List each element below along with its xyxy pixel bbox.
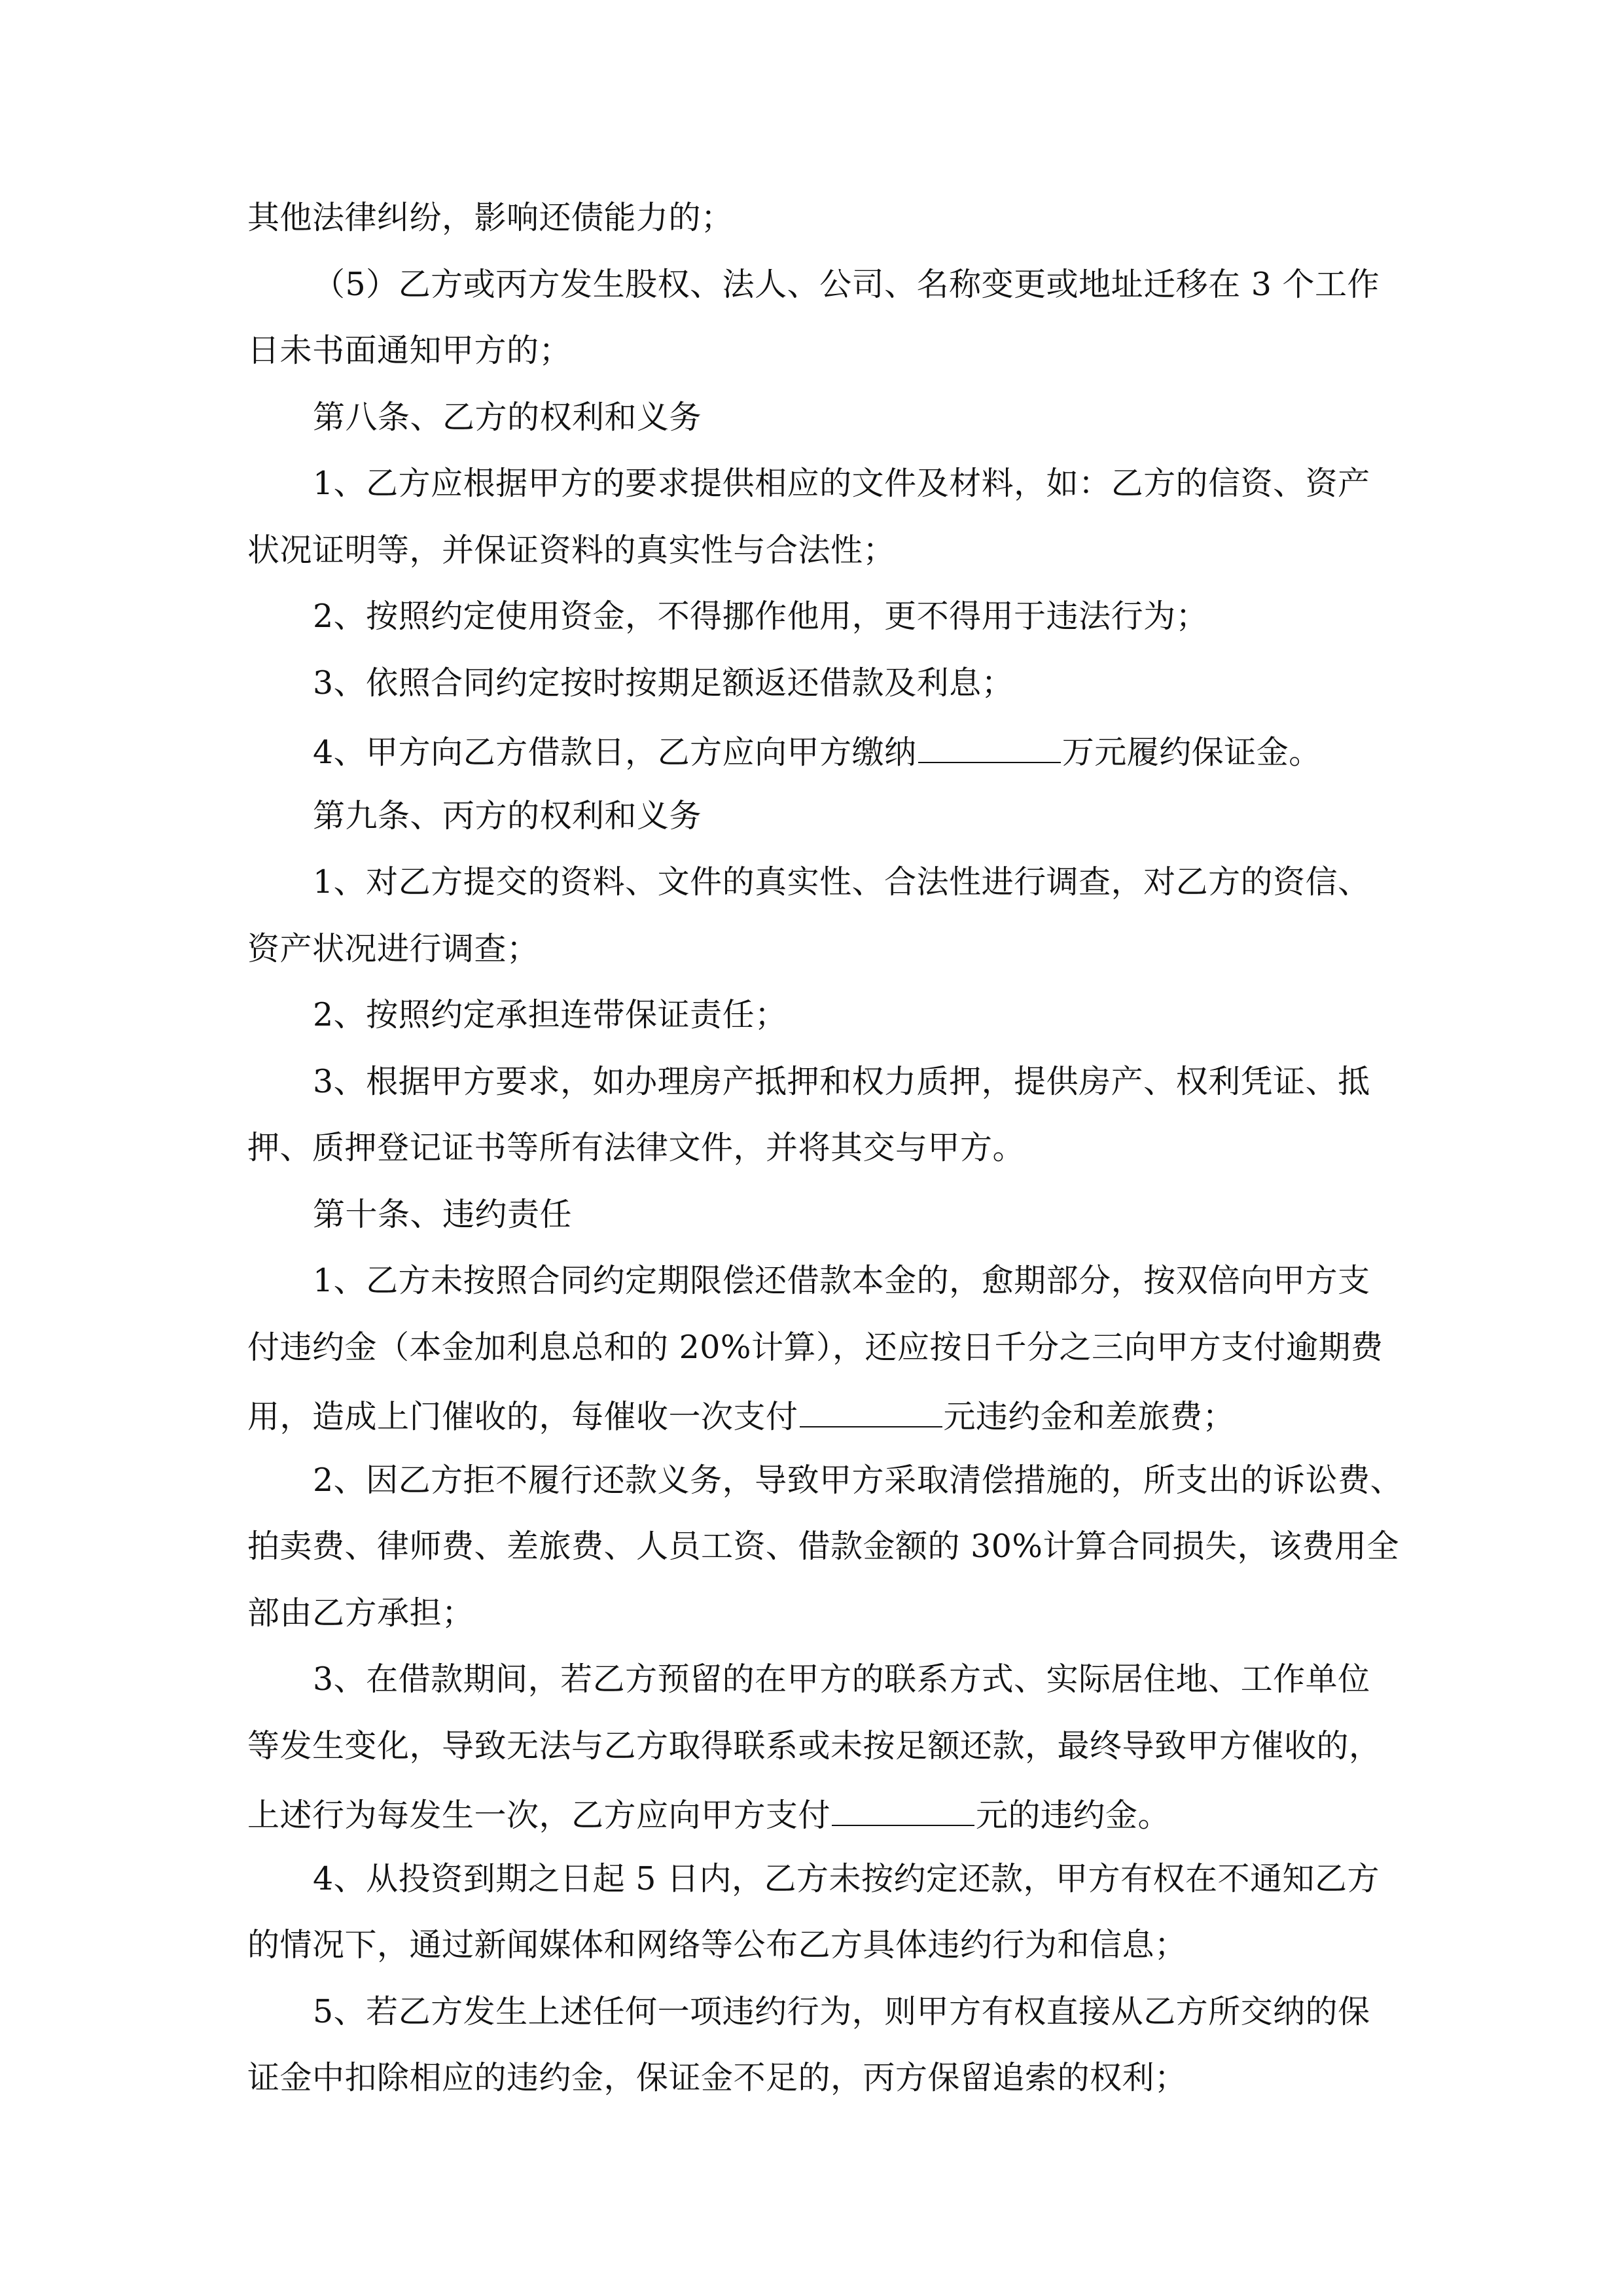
- text-line: 部由乙方承担；: [247, 1594, 474, 1632]
- section-heading: 第九条、丙方的权利和义务: [313, 797, 702, 834]
- section-heading: 第十条、违约责任: [313, 1195, 573, 1233]
- text-line: 证金中扣除相应的违约金，保证金不足的，丙方保留追索的权利；: [247, 2059, 1187, 2096]
- fill-in-blank: [832, 1791, 974, 1826]
- text-line: 资产状况进行调查；: [247, 929, 539, 967]
- text-after-blank: 万元履约保证金。: [1061, 734, 1321, 771]
- text-line: 4、从投资到期之日起 5 日内，乙方未按约定还款，甲方有权在不通知乙方: [313, 1859, 1380, 1897]
- text-before-blank: 上述行为每发生一次，乙方应向甲方支付: [247, 1797, 831, 1834]
- text-after-blank: 元的违约金。: [976, 1797, 1171, 1834]
- text-after-blank: 元违约金和差旅费；: [943, 1398, 1236, 1435]
- text-line: 的情况下，通过新闻媒体和网络等公布乙方具体违约行为和信息；: [247, 1926, 1187, 1964]
- text-line: 状况证明等，并保证资料的真实性与合法性；: [247, 531, 896, 569]
- text-line-with-blank: [247, 1791, 1399, 1834]
- document-body: [247, 196, 1403, 2123]
- text-line: 付违约金（本金加利息总和的 20%计算），还应按日千分之三向甲方支付逾期费: [247, 1328, 1383, 1366]
- text-line: 5、若乙方发生上述任何一项违约行为，则甲方有权直接从乙方所交纳的保: [313, 1992, 1370, 2030]
- fill-in-blank: [918, 728, 1061, 763]
- text-before-blank: 4、甲方向乙方借款日，乙方应向甲方缴纳: [313, 734, 917, 771]
- text-line: 3、依照合同约定按时按期足额返还借款及利息；: [313, 664, 1014, 702]
- text-line: 日未书面通知甲方的；: [247, 332, 572, 369]
- text-line: 3、根据甲方要求，如办理房产抵押和权力质押，提供房产、权利凭证、抵: [313, 1062, 1370, 1100]
- fill-in-blank: [800, 1392, 942, 1427]
- text-line: 1、乙方未按照合同约定期限偿还借款本金的，愈期部分，按双倍向甲方支: [313, 1262, 1370, 1299]
- text-line: 3、在借款期间，若乙方预留的在甲方的联系方式、实际居住地、工作单位: [313, 1660, 1370, 1698]
- text-line-with-blank: [247, 728, 1399, 771]
- text-line: 2、因乙方拒不履行还款义务，导致甲方采取清偿措施的，所支出的诉讼费、: [313, 1461, 1403, 1499]
- text-line: 拍卖费、律师费、差旅费、人员工资、借款金额的 30%计算合同损失，该费用全: [247, 1528, 1399, 1565]
- text-line: （5）乙方或丙方发生股权、法人、公司、名称变更或地址迁移在 3 个工作: [313, 265, 1380, 303]
- text-line: 1、乙方应根据甲方的要求提供相应的文件及材料，如：乙方的信资、资产: [313, 465, 1370, 502]
- text-line-with-blank: [247, 1392, 1399, 1435]
- text-line: 2、按照约定使用资金，不得挪作他用，更不得用于违法行为；: [313, 598, 1209, 635]
- text-line: 1、对乙方提交的资料、文件的真实性、合法性进行调查，对乙方的资信、: [313, 863, 1370, 901]
- text-line: 等发生变化，导致无法与乙方取得联系或未按足额还款，最终导致甲方催收的，: [247, 1727, 1382, 1765]
- text-line: 其他法律纠纷，影响还债能力的；: [247, 199, 734, 236]
- text-line: 押、质押登记证书等所有法律文件，并将其交与甲方。: [247, 1129, 1026, 1166]
- text-before-blank: 用，造成上门催收的，每催收一次支付: [247, 1398, 798, 1435]
- text-line: 2、按照约定承担连带保证责任；: [313, 996, 787, 1033]
- section-heading: 第八条、乙方的权利和义务: [313, 398, 702, 436]
